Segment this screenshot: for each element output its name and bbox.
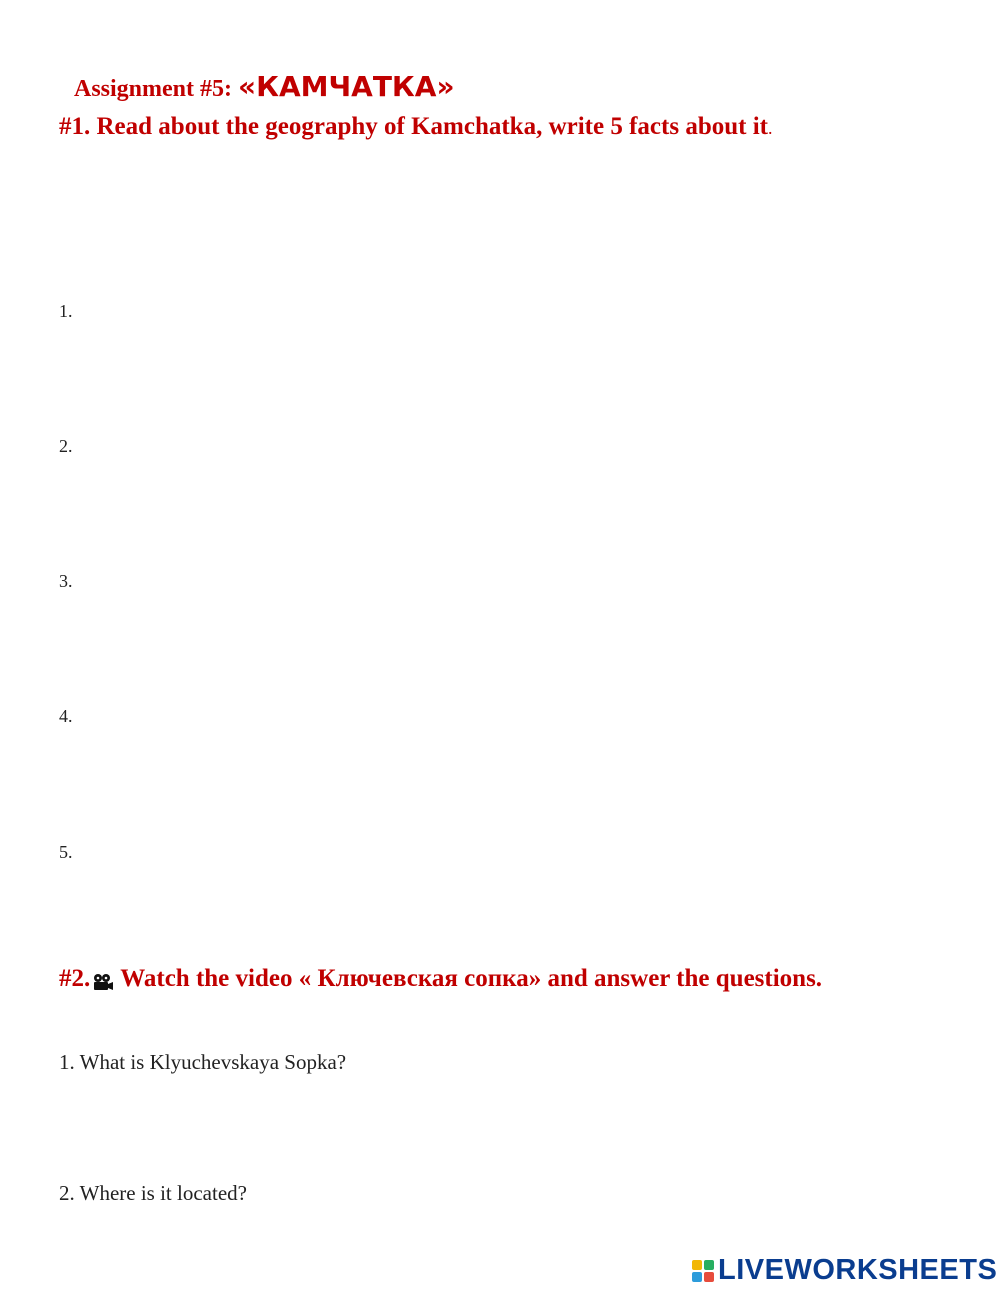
logo-tiles-icon [692,1260,714,1282]
task1-heading-period: . [767,118,773,138]
question-1: 1. What is Klyuchevskaya Sopka? [59,1050,347,1074]
fact-number-2: 2. [59,436,73,456]
task1-heading [59,113,772,141]
question-2: 2. Where is it located? [59,1181,247,1205]
liveworksheets-logo [692,1254,997,1287]
logo-text: LIVEWORKSHEETS [718,1254,998,1286]
assignment-title [74,70,455,103]
task2-heading [59,965,822,993]
task2-heading-text: Watch the video « Ключевская сопка» and answer the questions. [120,965,823,992]
task1-heading-text: #1. Read about the geography of Kamchatka, write 5 facts about it [59,113,768,140]
assignment-title-prefix: Assignment #5: [74,76,239,102]
fact-number-1: 1. [59,301,73,321]
task2-number: #2. [59,965,91,992]
film-camera-icon [92,970,114,988]
assignment-title-name: «КАМЧАТКА» [238,70,455,103]
fact-number-3: 3. [59,571,73,591]
fact-number-4: 4. [59,706,73,726]
fact-number-5: 5. [59,842,73,862]
